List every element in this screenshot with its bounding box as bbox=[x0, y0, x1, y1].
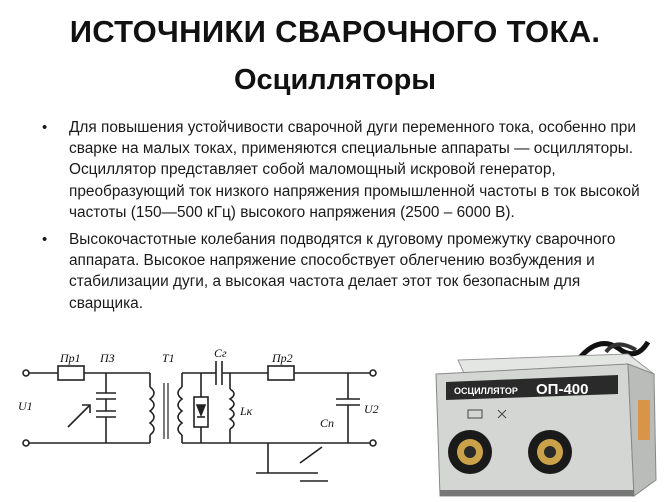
bullet-text-2: Высокочастотные колебания подводятся к дуговому промежутку сварочного аппарата. Высокое напряжение способствует облегчению возбуждения и стабилизации дуги, а высокая частота делает этот ток безопасным для сварщика. bbox=[69, 231, 616, 312]
fuse-2-symbol bbox=[268, 366, 294, 380]
slide-subtitle: Осцилляторы bbox=[233, 64, 437, 96]
slide-title: ИСТОЧНИКИ СВАРОЧНОГО ТОКА. bbox=[69, 14, 601, 49]
bullet-item-1 bbox=[42, 117, 642, 223]
bullet-marker: • bbox=[42, 119, 48, 136]
label-u2: U2 bbox=[364, 402, 379, 416]
label-pz: ПЗ bbox=[100, 351, 115, 365]
oscillator-circuit-diagram bbox=[18, 335, 388, 495]
label-cg: Сг bbox=[214, 346, 227, 360]
device-label-name: ОСЦИЛЛЯТОР bbox=[454, 386, 518, 396]
left-socket bbox=[448, 430, 492, 474]
label-u1: U1 bbox=[18, 399, 33, 413]
bullet-text-1: Для повышения устойчивости сварочной дуги переменного тока, особенно при сварке на малых токах, применяются специальные аппараты — осцилляторы. Осциллятор представляет собой маломощный искровой генератор, преобразующий ток низкого напряжения промышленной частоты в ток высокой частоты (150—500 кГц) высокого напряжения (2500 – 6000 В). bbox=[69, 119, 640, 221]
right-socket bbox=[528, 430, 572, 474]
bullet-marker: • bbox=[42, 231, 48, 249]
label-fuse2: Пр2 bbox=[272, 351, 293, 365]
label-t1: Т1 bbox=[162, 351, 175, 365]
bullet-list bbox=[42, 117, 642, 314]
oscillator-device-photo bbox=[428, 330, 664, 498]
label-lk: Lк bbox=[240, 404, 253, 418]
fuse-1-symbol bbox=[58, 366, 84, 380]
bullet-item-2 bbox=[42, 229, 642, 314]
device-label-model: ОП-400 bbox=[536, 381, 589, 398]
label-fuse1: Пр1 bbox=[60, 351, 81, 365]
label-cp: Сп bbox=[320, 416, 335, 430]
